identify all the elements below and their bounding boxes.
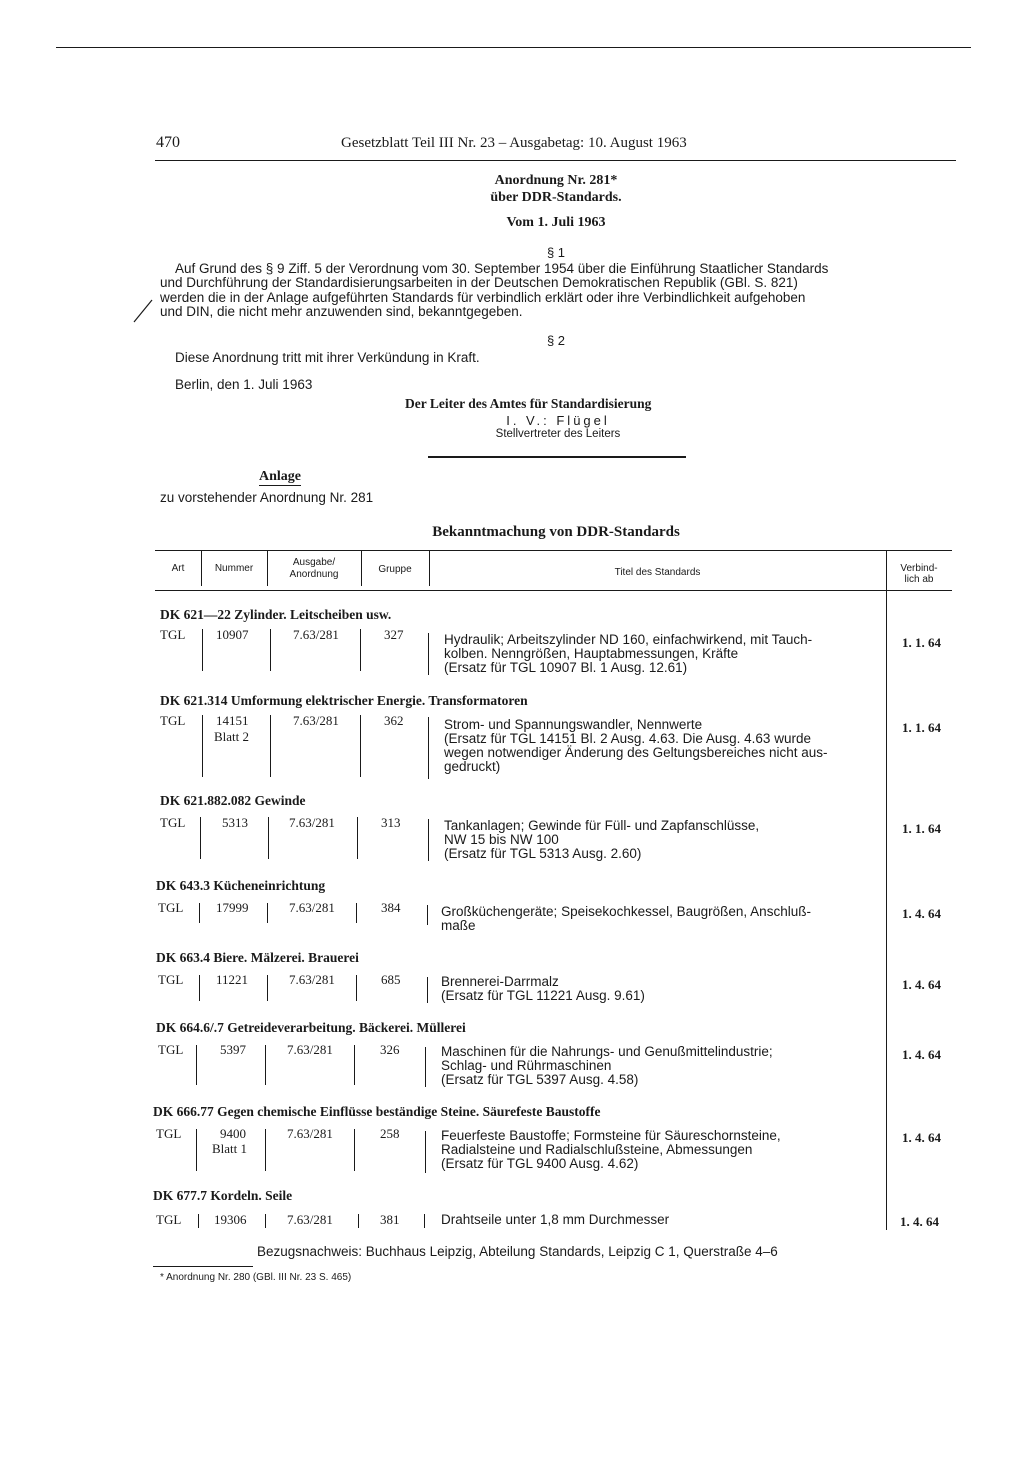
section1-line: und Durchführung der Standardisierungsarbeiten in der Deutschen Demokratischen Republik (GBl. S. 821) — [160, 275, 798, 290]
row-divider — [270, 715, 271, 777]
row-nummer-sheet: Blatt 2 — [214, 729, 250, 744]
row-title-line: Maschinen für die Nahrungs- und Genußmittelindustrie; — [441, 1044, 773, 1059]
header-rule — [155, 160, 956, 161]
col-header-verbindlich-2: lich ab — [904, 574, 934, 585]
row-nummer: 10907 — [216, 627, 249, 642]
col-header-nummer: Nummer — [214, 563, 254, 574]
source-note: Bezugsnachweis: Buchhaus Leipzig, Abteilung Standards, Leipzig C 1, Querstraße 4–6 — [257, 1244, 778, 1259]
row-divider — [265, 1129, 266, 1171]
row-gruppe: 327 — [384, 627, 404, 642]
row-ausgabe: 7.63/281 — [289, 972, 335, 987]
row-title-line: (Ersatz für TGL 11221 Ausg. 9.61) — [441, 988, 645, 1003]
row-verbindlich: 1. 1. 64 — [902, 821, 941, 836]
row-gruppe: 685 — [381, 972, 401, 987]
row-title-line: (Ersatz für TGL 14151 Bl. 2 Ausg. 4.63. Die Ausg. 4.63 wurde — [444, 731, 811, 746]
row-ausgabe: 7.63/281 — [287, 1042, 333, 1057]
row-title-line: wegen notwendiger Änderung des Geltungsbereiches nicht aus- — [444, 745, 828, 760]
row-title-line: Großküchengeräte; Speisekochkessel, Baugrößen, Anschluß- — [441, 904, 811, 919]
row-divider — [198, 1214, 199, 1228]
row-divider — [199, 975, 200, 1001]
row-title-line: Tankanlagen; Gewinde für Füll- und Zapfanschlüsse, — [444, 818, 760, 833]
row-nummer-sheet: Blatt 1 — [212, 1141, 248, 1156]
row-nummer: 5397 — [220, 1042, 246, 1057]
row-divider — [427, 905, 428, 925]
group-heading: DK 664.6/.7 Getreideverarbeitung. Bäckerei. Müllerei — [156, 1020, 466, 1035]
col-header-ausgabe-2: Anordnung — [289, 569, 339, 580]
signatory-office: Der Leiter des Amtes für Standardisierung — [405, 396, 652, 411]
row-divider — [202, 629, 203, 671]
row-title-line: gedruckt) — [444, 759, 501, 774]
group-heading: DK 677.7 Kordeln. Seile — [153, 1188, 293, 1203]
col-header-art: Art — [171, 563, 185, 574]
col-header-verbindlich-1: Verbind- — [900, 563, 938, 574]
row-title-line: Strom- und Spannungswandler, Nennwerte — [444, 717, 703, 732]
table-top-rule — [155, 550, 952, 551]
row-ausgabe: 7.63/281 — [289, 815, 335, 830]
row-title-line: NW 15 bis NW 100 — [444, 832, 559, 847]
row-divider — [427, 977, 428, 1003]
row-art: TGL — [160, 627, 186, 642]
running-title: Gesetzblatt Teil III Nr. 23 – Ausgabetag: 10. August 1963 — [341, 135, 687, 151]
row-title-line: maße — [441, 918, 476, 933]
section2-mark: § 2 — [546, 333, 566, 348]
table-header-bottom-rule — [155, 590, 952, 591]
row-divider — [200, 817, 201, 859]
table-title: Bekanntmachung von DDR-Standards — [432, 524, 680, 540]
col-header-ausgabe-1: Ausgabe/ — [292, 557, 336, 568]
row-divider — [424, 1214, 425, 1228]
group-heading: DK 621—22 Zylinder. Leitscheiben usw. — [160, 607, 392, 622]
place-date: Berlin, den 1. Juli 1963 — [175, 377, 313, 392]
decree-date: Vom 1. Juli 1963 — [506, 215, 606, 230]
row-title-line: Drahtseile unter 1,8 mm Durchmesser — [441, 1212, 670, 1227]
header-divider — [886, 550, 887, 1230]
row-divider — [265, 1214, 266, 1228]
page-number: 470 — [156, 134, 180, 151]
header-divider — [267, 550, 268, 586]
row-nummer: 17999 — [216, 900, 249, 915]
col-header-gruppe: Gruppe — [378, 564, 412, 575]
row-art: TGL — [156, 1126, 182, 1141]
row-ausgabe: 7.63/281 — [289, 900, 335, 915]
row-verbindlich: 1. 1. 64 — [902, 635, 941, 650]
row-divider — [360, 715, 361, 777]
row-nummer: 5313 — [222, 815, 248, 830]
row-divider — [428, 717, 429, 779]
row-art: TGL — [160, 815, 186, 830]
row-divider — [267, 903, 268, 923]
row-title-line: (Ersatz für TGL 5397 Ausg. 4.58) — [441, 1072, 639, 1087]
row-divider — [356, 903, 357, 923]
row-gruppe: 381 — [380, 1212, 400, 1227]
row-nummer: 9400 — [220, 1126, 246, 1141]
row-divider — [270, 629, 271, 671]
row-divider — [428, 633, 429, 675]
row-divider — [202, 715, 203, 777]
row-gruppe: 258 — [380, 1126, 400, 1141]
row-title-line: kolben. Nenngrößen, Hauptabmessungen, Kräfte — [444, 646, 739, 661]
row-verbindlich: 1. 4. 64 — [900, 1214, 939, 1229]
signature-rule — [428, 456, 686, 458]
row-divider — [428, 819, 429, 861]
top-rule — [56, 47, 971, 48]
row-verbindlich: 1. 4. 64 — [902, 906, 941, 921]
row-art: TGL — [158, 1042, 184, 1057]
row-nummer: 14151 — [216, 713, 249, 728]
decree-title-line1: Anordnung Nr. 281* — [494, 173, 618, 188]
section2-text: Diese Anordnung tritt mit ihrer Verkündung in Kraft. — [175, 350, 480, 365]
row-title-line: (Ersatz für TGL 5313 Ausg. 2.60) — [444, 846, 642, 861]
row-gruppe: 362 — [384, 713, 404, 728]
decree-title-line2: über DDR-Standards. — [490, 190, 622, 205]
row-verbindlich: 1. 1. 64 — [902, 720, 941, 735]
row-divider — [425, 1047, 426, 1087]
row-divider — [196, 1129, 197, 1171]
row-title-line: Feuerfeste Baustoffe; Formsteine für Säureschornsteine, — [441, 1128, 781, 1143]
row-divider — [265, 1045, 266, 1085]
row-title-line: Radialsteine und Radialschlußsteine, Abmessungen — [441, 1142, 753, 1157]
section1-line: werden die in der Anlage aufgeführten Standards für verbindlich erklärt oder ihre Verbindlichkeit aufgehoben — [160, 290, 806, 305]
footnote: * Anordnung Nr. 280 (GBl. III Nr. 23 S. 465) — [160, 1272, 352, 1283]
row-divider — [360, 629, 361, 671]
row-ausgabe: 7.63/281 — [287, 1212, 333, 1227]
row-divider — [356, 975, 357, 1001]
row-art: TGL — [158, 972, 184, 987]
col-header-titel: Titel des Standards — [614, 567, 701, 578]
margin-slash-mark — [132, 298, 154, 324]
row-title-line: Hydraulik; Arbeitszylinder ND 160, einfachwirkend, mit Tauch- — [444, 632, 813, 647]
group-heading: DK 666.77 Gegen chemische Einflüsse beständige Steine. Säurefeste Baustoffe — [153, 1104, 601, 1119]
row-art: TGL — [158, 900, 184, 915]
row-gruppe: 384 — [381, 900, 401, 915]
row-title-line: Brennerei-Darrmalz — [441, 974, 559, 989]
row-divider — [354, 1129, 355, 1171]
row-divider — [357, 817, 358, 859]
row-divider — [196, 1045, 197, 1085]
row-gruppe: 313 — [381, 815, 401, 830]
row-divider — [267, 975, 268, 1001]
group-heading: DK 621.882.082 Gewinde — [160, 793, 306, 808]
footnote-rule — [153, 1266, 253, 1267]
row-divider — [268, 817, 269, 859]
row-title-line: (Ersatz für TGL 9400 Ausg. 4.62) — [441, 1156, 639, 1171]
group-heading: DK 643.3 Kücheneinrichtung — [156, 878, 326, 893]
section1-line: und DIN, die nicht mehr anzuwenden sind, bekanntgegeben. — [160, 304, 523, 319]
row-divider — [358, 1214, 359, 1228]
row-verbindlich: 1. 4. 64 — [902, 1130, 941, 1145]
row-title-line: Schlag- und Rührmaschinen — [441, 1058, 612, 1073]
row-ausgabe: 7.63/281 — [293, 627, 339, 642]
group-heading: DK 621.314 Umformung elektrischer Energie. Transformatoren — [160, 693, 528, 708]
group-heading: DK 663.4 Biere. Mälzerei. Brauerei — [156, 950, 359, 965]
row-verbindlich: 1. 4. 64 — [902, 977, 941, 992]
section1-line: Auf Grund des § 9 Ziff. 5 der Verordnung vom 30. September 1954 über die Einführung Staatlicher Standards — [175, 261, 829, 276]
row-nummer: 11221 — [216, 972, 249, 987]
annex-subheading: zu vorstehender Anordnung Nr. 281 — [160, 490, 374, 505]
row-nummer: 19306 — [214, 1212, 247, 1227]
annex-heading: Anlage — [259, 469, 301, 484]
section1-mark: § 1 — [546, 245, 566, 260]
row-divider — [354, 1045, 355, 1085]
signatory-role: Stellvertreter des Leiters — [495, 428, 621, 440]
signatory-name: I. V.: Flügel — [506, 413, 610, 428]
row-gruppe: 326 — [380, 1042, 400, 1057]
row-title-line: (Ersatz für TGL 10907 Bl. 1 Ausg. 12.61) — [444, 660, 688, 675]
row-verbindlich: 1. 4. 64 — [902, 1047, 941, 1062]
row-ausgabe: 7.63/281 — [293, 713, 339, 728]
row-art: TGL — [160, 713, 186, 728]
row-ausgabe: 7.63/281 — [287, 1126, 333, 1141]
row-art: TGL — [156, 1212, 182, 1227]
row-divider — [199, 903, 200, 923]
row-divider — [425, 1131, 426, 1173]
